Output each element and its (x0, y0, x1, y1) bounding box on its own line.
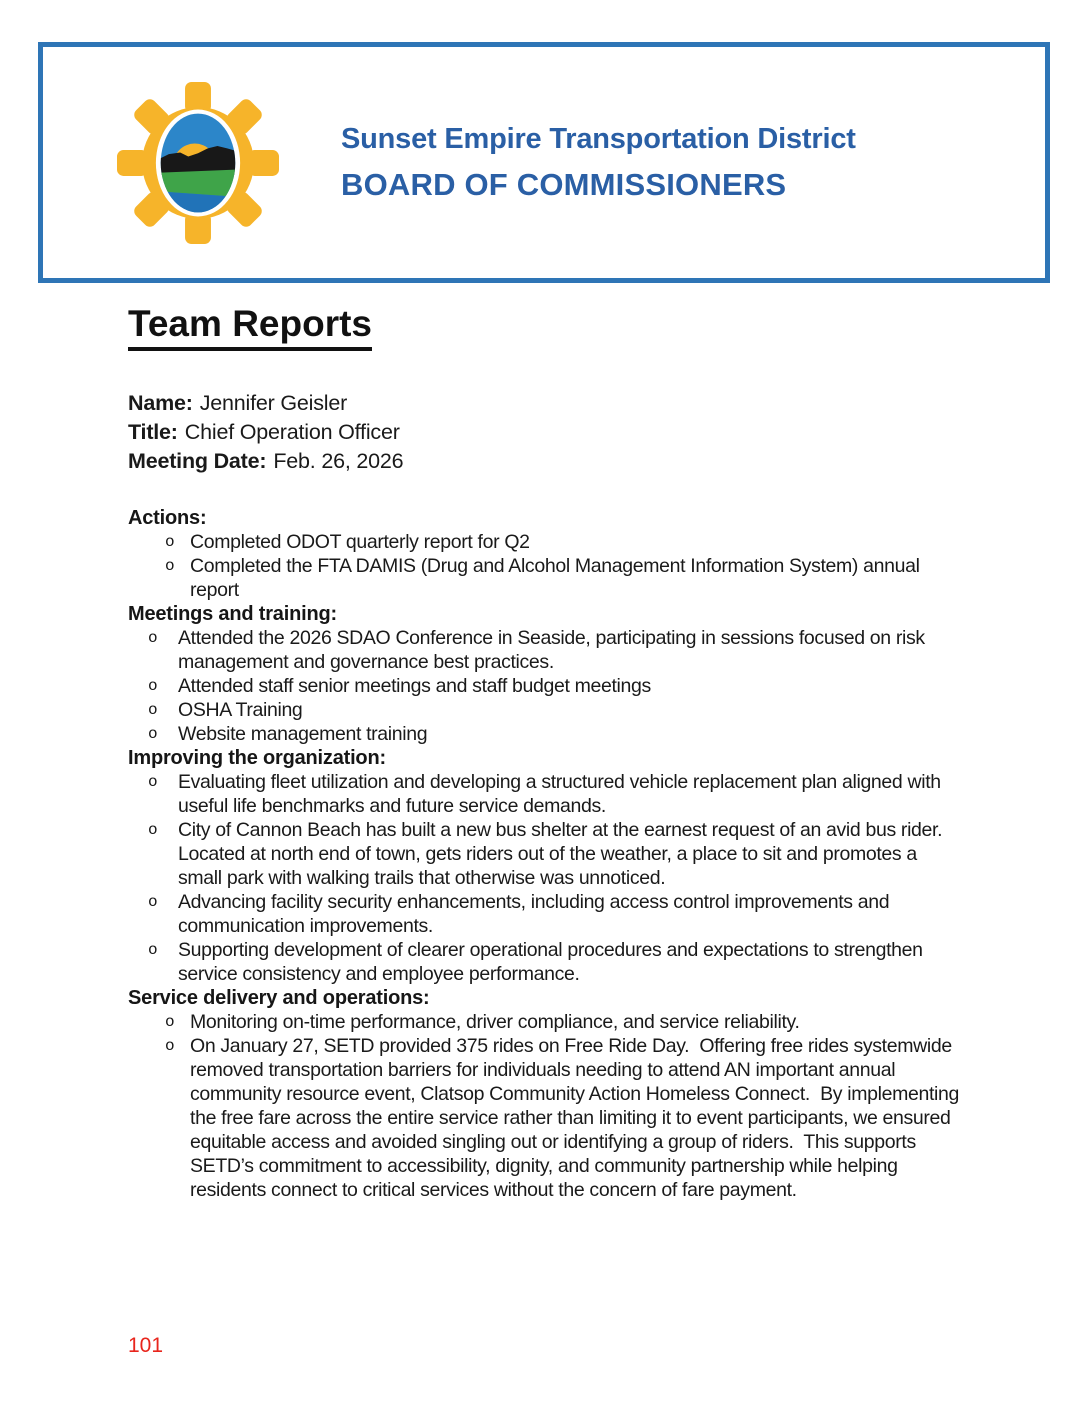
section-heading: Actions: (128, 507, 207, 529)
bullet-marker: o (148, 773, 158, 791)
section-service-delivery (128, 986, 966, 1202)
bullet-marker: o (148, 821, 158, 839)
bullet-marker: o (165, 557, 175, 575)
section-heading: Improving the organization: (128, 747, 386, 769)
bullet-text: Evaluating fleet utilization and developing a structured vehicle replacement plan aligned with useful life benchmarks and future service demands. (178, 771, 946, 817)
bullet-marker: o (148, 629, 158, 647)
list-item (128, 890, 966, 938)
list-item (128, 722, 966, 746)
org-name: Sunset Empire Transportation District (341, 123, 856, 155)
bullet-text: Attended the 2026 SDAO Conference in Seaside, participating in sessions focused on risk management and governance best practices. (178, 627, 930, 673)
bullet-marker: o (148, 893, 158, 911)
section-meetings-training (128, 602, 966, 746)
list-item (128, 698, 966, 722)
page-number: 101 (128, 1334, 164, 1357)
bullet-text: City of Cannon Beach has built a new bus shelter at the earnest request of an avid bus rider. Located at north end of town, gets riders out of the weather, a place to sit and promotes a small park with walking trails that otherwise was unnoticed. (178, 819, 948, 889)
field-meeting-date-value: Feb. 26, 2026 (273, 449, 404, 473)
letterhead-titles (341, 122, 856, 203)
bullet-text: Monitoring on-time performance, driver compliance, and service reliability. (190, 1011, 800, 1033)
section-improving-organization (128, 746, 966, 986)
bullet-text: Advancing facility security enhancements, including access control improvements and communication improvements. (178, 891, 895, 937)
org-logo (117, 77, 279, 249)
bullet-text: Website management training (178, 723, 428, 745)
list-item (128, 770, 966, 818)
bullet-marker: o (148, 725, 158, 743)
bullet-marker: o (148, 941, 158, 959)
section-heading: Meetings and training: (128, 603, 337, 625)
letterhead (38, 42, 1050, 283)
field-name (128, 389, 966, 418)
bullet-text: On January 27, SETD provided 375 rides on Free Ride Day. Offering free rides systemwide removed transportation barriers for individuals needing to attend AN important annual community resource event, Clatsop Community Action Homeless Connect. By implementing the free fare across the entire service rather than limiting it to event participants, we ensured equitable access and avoided singling out or identifying a group of riders. This supports SETD’s commitment to accessibility, dignity, and community partnership while helping residents connect to critical services without the concern of fare payment. (190, 1035, 965, 1201)
gear-landscape-icon (117, 77, 279, 249)
list-item (128, 938, 966, 986)
bullet-marker: o (165, 1037, 175, 1055)
field-name-label: Name: (128, 391, 193, 415)
field-title (128, 418, 966, 447)
list-item (128, 554, 966, 602)
bullet-marker: o (165, 1013, 175, 1031)
bullet-text: Attended staff senior meetings and staff budget meetings (178, 675, 651, 697)
bullet-marker: o (165, 533, 175, 551)
bullet-marker: o (148, 701, 158, 719)
field-meeting-date-label: Meeting Date: (128, 449, 267, 473)
list-item (128, 1034, 966, 1202)
field-meeting-date (128, 447, 966, 476)
report-body (128, 283, 966, 1202)
bullet-text: Supporting development of clearer operational procedures and expectations to strengthen service consistency and employee performance. (178, 939, 928, 985)
list-item (128, 530, 966, 554)
field-title-label: Title: (128, 420, 178, 444)
org-subtitle: BOARD OF COMMISSIONERS (341, 166, 787, 202)
field-name-value: Jennifer Geisler (199, 391, 348, 415)
list-item (128, 674, 966, 698)
list-item (128, 1010, 966, 1034)
report-meta (128, 389, 966, 476)
section-heading: Service delivery and operations: (128, 987, 430, 1009)
list-item (128, 626, 966, 674)
report-sections (128, 506, 966, 1202)
bullet-text: OSHA Training (178, 699, 303, 721)
field-title-value: Chief Operation Officer (184, 420, 400, 444)
bullet-marker: o (148, 677, 158, 695)
bullet-text: Completed the FTA DAMIS (Drug and Alcohol Management Information System) annual report (190, 555, 925, 601)
bullet-text: Completed ODOT quarterly report for Q2 (190, 531, 530, 553)
page-title: Team Reports (128, 304, 372, 351)
section-actions (128, 506, 966, 602)
list-item (128, 818, 966, 890)
